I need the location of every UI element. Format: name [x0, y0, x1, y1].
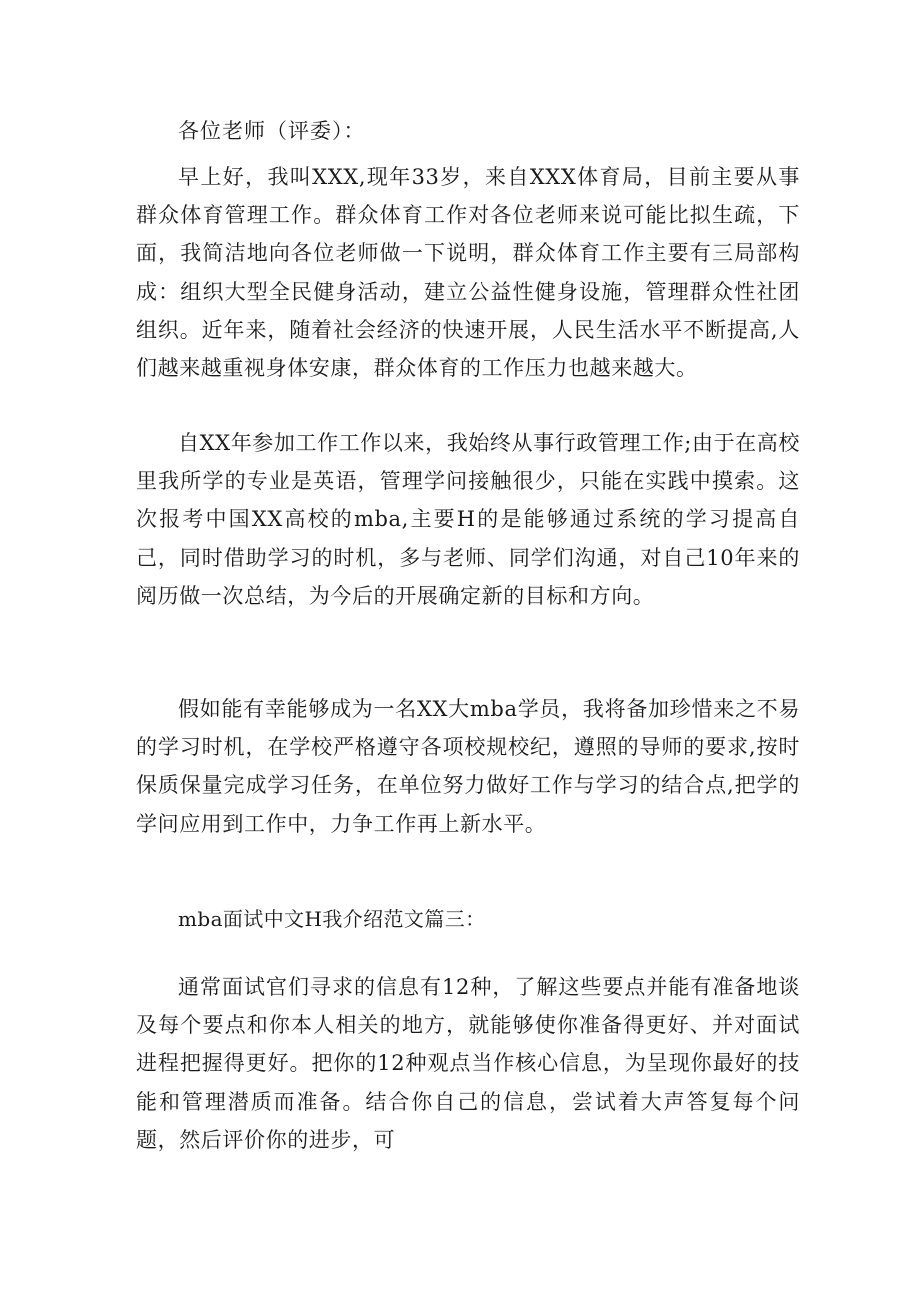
- greeting: 各位老师（评委）：: [178, 119, 366, 143]
- paragraph-study-plan: 假如能有幸能够成为一名XX大mba学员，我将备加珍惜来之不易的学习时机，在学校严格遵守各项校规校纪，遵照的导师的要求,按时保质保量完成学习任务，在单位努力做好工作与学习的结合点,把学的学问应用到工作中，力争工作再上新水平。: [136, 697, 800, 836]
- paragraph-work-experience: 自XX年参加工作工作以来，我始终从事行政管理工作;由于在高校里我所学的专业是英语，管理学问接触很少，只能在实践中摸索。这次报考中国XX高校的mba,主要H的是能够通过系统的学习提高自己，同时借助学习的时机，多与老师、同学们沟通，对自己10年来的阅历做一次总结，为今后的开展确定新的目标和方向。: [136, 431, 800, 608]
- paragraph-intro: 早上好，我叫XXX,现年33岁，来自XXX体育局，目前主要从事群众体育管理工作。群众体育工作对各位老师来说可能比拟生疏，下面，我简洁地向各位老师做一下说明，群众体育工作主要有三局部构成：组织大型全民健身活动，建立公益性健身设施，管理群众性社团组织。近年来，随着社会经济的快速开展，人民生活水平不断提高,人们越来越重视身体安康，群众体育的工作压力也越来越大。: [136, 165, 800, 381]
- section-heading: mba面试中文H我介绍范文篇三：: [178, 907, 486, 931]
- paragraph-interview-tips: 通常面试官们寻求的信息有12种，了解这些要点并能有准备地谈及每个要点和你本人相关的地方，就能够使你准备得更好、并对面试进程把握得更好。把你的12种观点当作核心信息，为呈现你最好的技能和管理潜质而准备。结合你自己的信息，尝试着大声答复每个问题，然后评价你的进步，可: [136, 975, 800, 1152]
